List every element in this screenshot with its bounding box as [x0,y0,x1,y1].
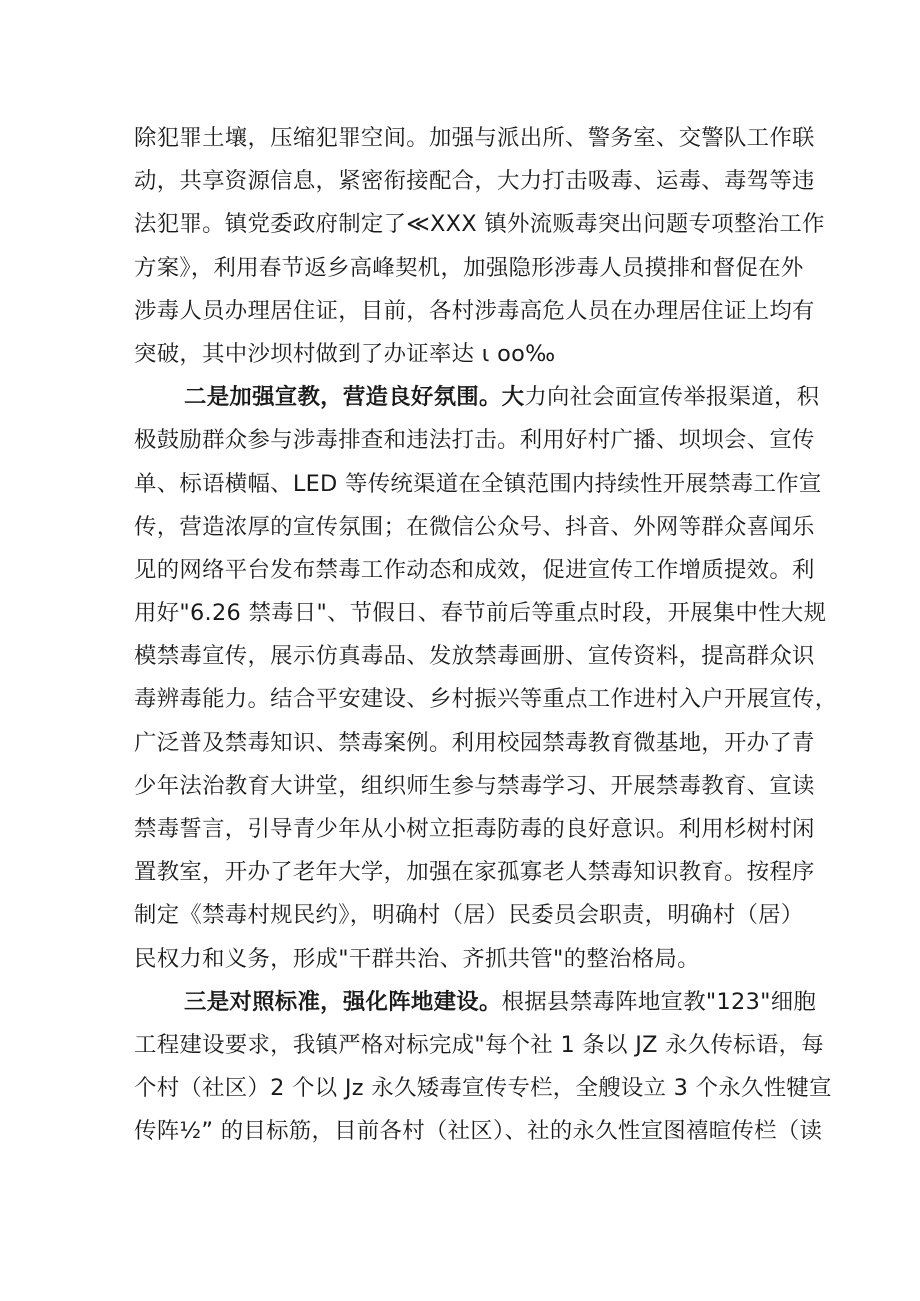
text-line: 极鼓励群众参与涉毒排查和违法打击。利用好村广播、坝坝会、宣传 [134,427,815,454]
paragraph-first-line [134,981,817,1024]
text-line: 单、标语横幅、LED 等传统渠道在全镇范围内持续性开展禁毒工作宣 [134,470,822,497]
text-line: 用好"6.26 禁毒日"、节假日、春节前后等重点时段，开展集中性大规 [134,600,827,627]
document-body [134,117,838,1154]
text-line: 工程建设要求，我镇严格对标完成"每个社 1 条以 JZ 永久传标语，每 [134,1031,825,1058]
text-line: 方案》，利用春节返乡高峰契机，加强隐形涉毒人员摸排和督促在外 [134,254,804,281]
text-line: 毒辨毒能力。结合平安建设、乡村振兴等重点工作进村入户开展宣传， [134,686,838,713]
text-line: 突破，其中沙坝村做到了办证率达 ι oo‰ [134,340,556,367]
text-line: 模禁毒宣传，展示仿真毒品、发放禁毒画册、宣传资料，提高群众识 [134,643,815,670]
text-line: 除犯罪土壤，压缩犯罪空间。加强与派出所、警务室、交警队工作联 [134,125,815,151]
paragraph-1 [134,117,825,376]
text-line: 置教室，开办了老年大学，加强在家孤寡老人禁毒知识教育。按程序 [134,859,815,886]
text-line: 动，共享资源信息，紧密衔接配合，大力打击吸毒、运毒、毒驾等违 [134,168,815,195]
text-line: 传，营造浓厚的宣传氛围；在微信公众号、抖音、外网等群众喜闻乐 [134,513,815,540]
paragraph-3 [134,981,832,1154]
text-line: 少年法治教育大讲堂，组织师生参与禁毒学习、开展禁毒教育、宣读 [134,772,815,799]
text-line: 制定《禁毒村规民约》，明确村（居）民委员会职责，明确村（居） [134,902,804,929]
text-line: 涉毒人员办理居住证，目前，各村涉毒高危人员在办理居住证上均有 [134,297,815,324]
text-line: 法犯罪。镇党委政府制定了≪XXX 镇外流贩毒突出问题专项整治工作 [134,211,825,238]
paragraph-first-line [134,376,820,419]
paragraph-text: 力向社会面宣传举报渠道，积 [524,384,820,411]
paragraph-heading: 二是加强宣教，营造良好氛围。大 [184,384,525,411]
text-line: 传阵½” 的目标筋，目前各村（社区）、社的永久性宣图禧暄传栏（读 [134,1118,823,1145]
paragraph-2 [134,376,838,981]
text-line: 广泛普及禁毒知识、禁毒案例。利用校园禁毒教育微基地，开办了青 [134,729,815,756]
text-line: 民权力和义务，形成"干群共治、齐抓共管"的整治格局。 [134,945,700,972]
text-line: 见的网络平台发布禁毒工作动态和成效，促进宣传工作增质提效。利 [134,556,815,583]
paragraph-text: 根据县禁毒阵地宣教"123"细胞 [501,988,817,1015]
text-line: 禁毒誓言，引导青少年从小树立拒毒防毒的良好意识。利用杉树村闲 [134,816,815,842]
text-line: 个村（社区）2 个以 Jz 永久矮毒宣传专栏，全艘设立 3 个永久性犍宣 [134,1075,832,1102]
paragraph-heading: 三是对照标准，强化阵地建设。 [184,988,502,1015]
